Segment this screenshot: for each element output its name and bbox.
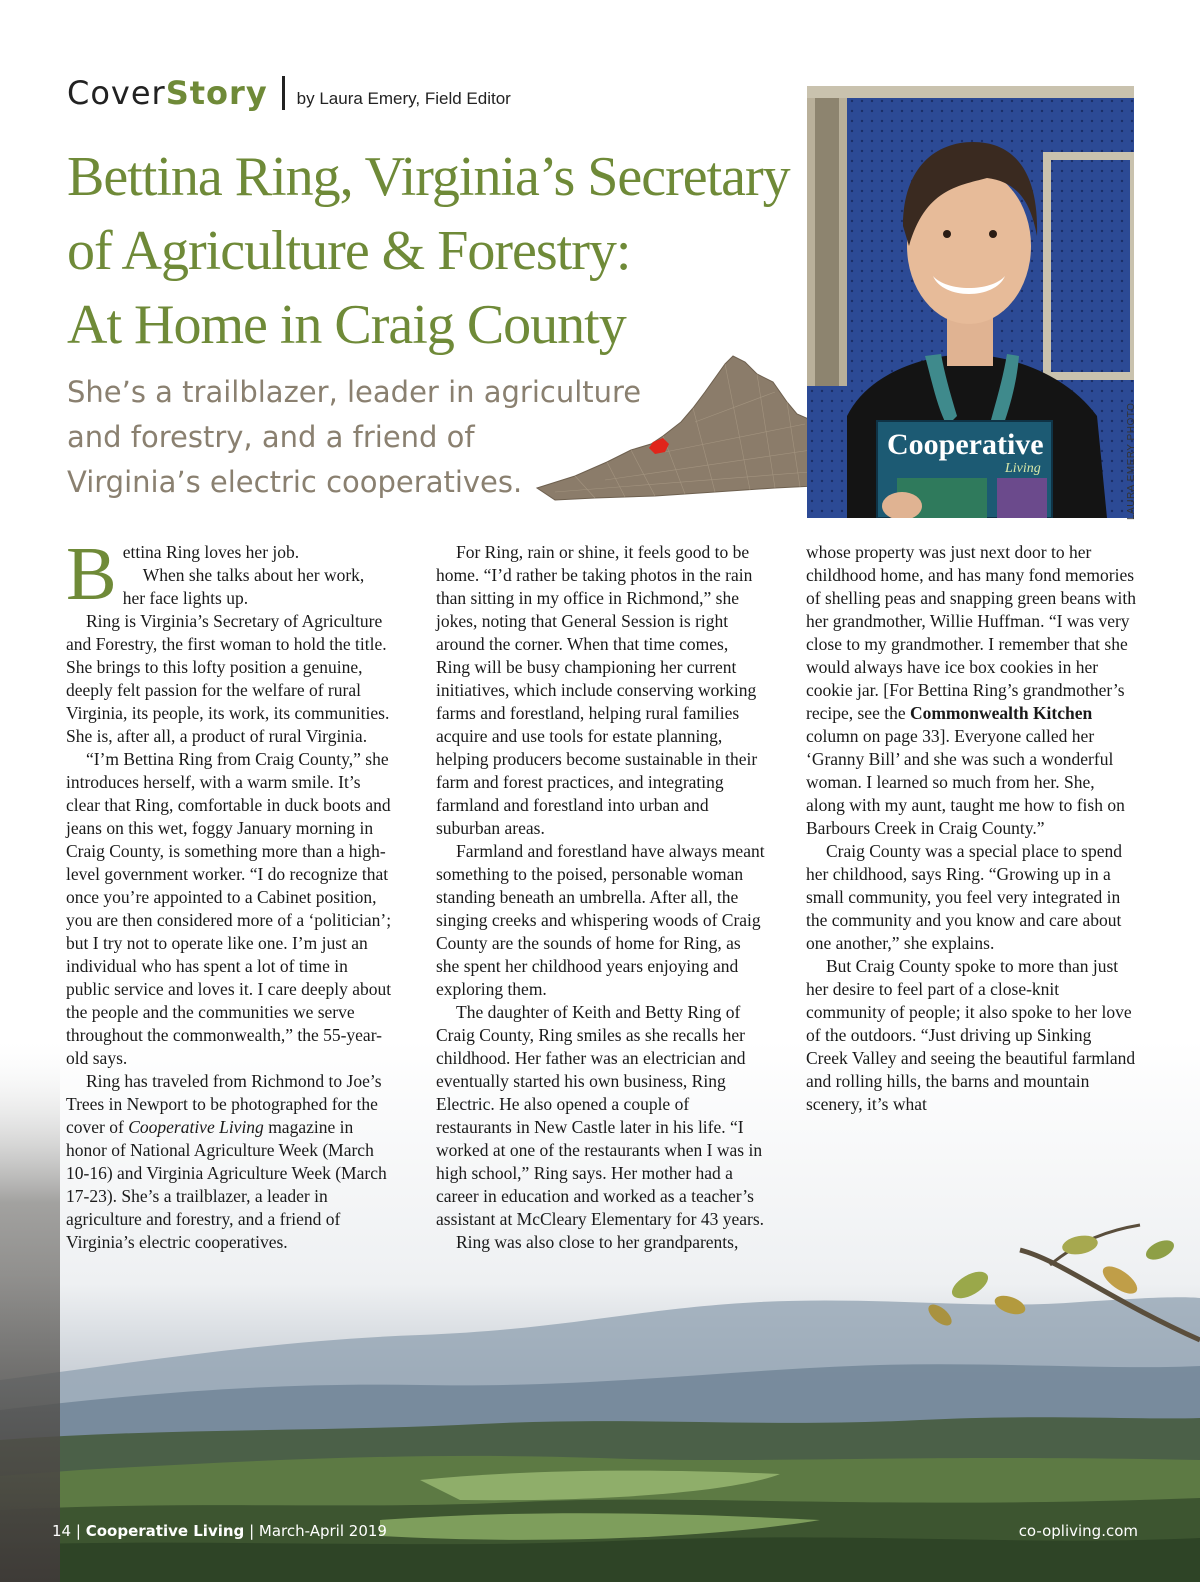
virginia-map-shape (537, 356, 841, 500)
photo-credit: LAURA EMERY PHOTO (1126, 402, 1137, 520)
paragraph-text: magazine in honor of National Agriculture Week (March 10-16) and Virginia Agriculture Week (March 17-23). She’s a trailblazer, a leader in agriculture and forestry, and a friend of Virginia’s electric cooperatives. (66, 1117, 387, 1252)
article-paragraph: The daughter of Keith and Betty Ring of Craig County, Ring smiles as she recalls her childhood. Her father was an electrician and eventually started his own business, Ring Electric. He also opened a couple of restaurants in New Castle later in his life. “I worked at one of the restaurants when I was in high school,” Ring says. Her mother had a career in education and worked as a teacher’s assistant at McCleary Elementary for 43 years. (436, 1002, 765, 1229)
footer-separator: | (249, 1522, 255, 1540)
issue-date: March-April 2019 (258, 1522, 387, 1540)
opening-line-2: When she talks about her work, (142, 565, 365, 585)
virginia-map-icon (535, 352, 845, 504)
article-column-1 (66, 532, 396, 1254)
website-link[interactable]: co-opliving.com (1018, 1522, 1138, 1540)
portrait-photo (807, 86, 1134, 518)
byline: by Laura Emery, Field Editor (296, 89, 511, 108)
footer-separator: | (75, 1522, 81, 1540)
article-paragraph: Ring is Virginia’s Secretary of Agriculture and Forestry, the first woman to hold the title. She brings to this lofty position a genuine, deeply felt passion for the welfare of rural Virginia, its people, its work, its communities. She is, after all, a product of rural Virginia. (66, 611, 390, 746)
column-reference: Commonwealth Kitchen (909, 703, 1093, 723)
kicker-story: Story (165, 74, 268, 112)
article-paragraph: Craig County was a special place to spend her childhood, says Ring. “Growing up in a small community, you feel very integrated in the community and you know and care about one another,” she explains. (806, 841, 1122, 953)
paragraph-text: whose property was just next door to her childhood home, and has many fond memories of shelling peas and snapping green beans with her grandmother, Willie Huffman. “I was very close to my grandmother. I remember that she would always have ice box cookies in her cookie jar. [For Bettina Ring’s grandmother’s recipe, see the (806, 542, 1136, 723)
page-number: 14 (52, 1522, 72, 1540)
title-line-3: At Home in Craig County (67, 294, 626, 356)
drop-cap: B (66, 532, 117, 616)
section-kicker (67, 74, 511, 112)
article-paragraph (66, 1070, 396, 1254)
article-paragraph: Farmland and forestland have always meant something to the poised, personable woman standing beneath an umbrella. After all, the singing creeks and whispering woods of Craig County are the sounds of home for Ring, as she spent her childhood years enjoying and exploring them. (436, 841, 765, 999)
article-paragraph: Ring was also close to her grandparents, (456, 1232, 739, 1252)
magazine-cover-title: Cooperative (887, 428, 1044, 461)
article-column-3 (806, 541, 1136, 1116)
deck-line-2: and forestry, and a friend of (67, 420, 475, 454)
article-paragraph (806, 541, 1136, 840)
article-paragraph: But Craig County spoke to more than just her desire to feel part of a close-knit community of people; it also spoke to her love of the outdoors. “Just driving up Sinking Creek Valley and seeing the beautiful farmland and rolling hills, the barns and mountain scenery, it’s what (806, 956, 1136, 1114)
page-footer-left (52, 1522, 387, 1540)
deck-line-1: She’s a trailblazer, leader in agriculture (67, 375, 642, 409)
magazine-name: Cooperative Living (85, 1522, 245, 1540)
paragraph-text: Ring has traveled from Richmond to Joe’s Trees in Newport to be photographed for the cover of (66, 1071, 382, 1137)
portrait-photo-illustration (807, 86, 1134, 518)
opening-line-3: her face lights up. (122, 588, 249, 608)
article-paragraph: “I’m Bettina Ring from Craig County,” she introduces herself, with a warm smile. It’s clear that Ring, comfortable in duck boots and jeans on this wet, foggy January morning in Craig County, is something more than a high-level government worker. “I do recognize that once you’re appointed to a Cabinet position, you are then considered more of a ‘politician’; but I try not to operate like one. I’m just an individual who has spent a lot of time in public service and loves it. I care deeply about the people and the communities we serve throughout the commonwealth,” the 55-year-old says. (66, 749, 392, 1068)
magazine-title-italic: Cooperative Living (128, 1117, 264, 1137)
kicker-cover: Cover (67, 74, 166, 112)
title-line-2: of Agriculture & Forestry: (67, 220, 631, 282)
kicker-divider (282, 76, 285, 110)
article-paragraph: For Ring, rain or shine, it feels good to be home. “I’d rather be taking photos in the rain than sitting in my office in Richmond,” she jokes, noting that General Session is right around the corner. When that time comes, Ring will be busy championing her current initiatives, which include conserving working farms and forestland, helping rural families acquire and use tools for estate planning, helping producers become sustainable in their farm and forest practices, and integrating farmland and forestland into urban and suburban areas. (436, 542, 758, 838)
article-column-2 (436, 541, 766, 1254)
magazine-cover-subtitle: Living (1005, 461, 1041, 476)
deck-line-3: Virginia’s electric cooperatives. (67, 465, 523, 499)
title-line-1: Bettina Ring, Virginia’s Secretary (67, 146, 790, 208)
article-title (67, 140, 790, 362)
paragraph-text: column on page 33]. Everyone called her ‘Granny Bill’ and she was such a wonderful woman. I learned so much from her. She, along with my aunt, taught me how to fish on Barbours Creek in Craig County.” (806, 726, 1125, 838)
opening-line-1: ettina Ring loves her job. (122, 542, 300, 562)
article-opening-paragraph (66, 532, 396, 616)
